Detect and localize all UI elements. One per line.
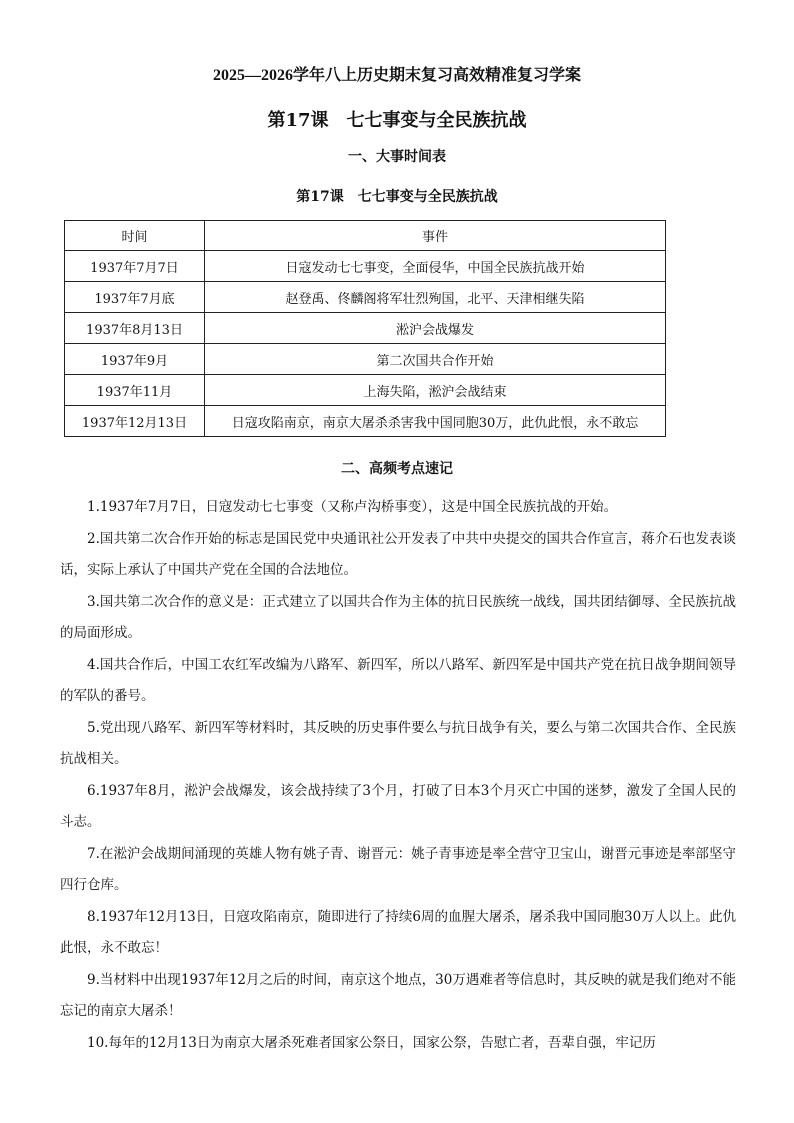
event-cell: 日寇发动七七事变，全面侵华，中国全民族抗战开始 xyxy=(205,251,666,282)
column-header-time: 时间 xyxy=(65,221,205,251)
time-cell: 1937年8月13日 xyxy=(65,313,205,344)
key-point-paragraph: 9.当材料中出现1937年12月之后的时间，南京这个地点，30万遇难者等信息时，其反映的就是我们绝对不能忘记的南京大屠杀！ xyxy=(60,971,736,1019)
key-point-paragraph: 7.在淞沪会战期间涌现的英雄人物有姚子青、谢晋元：姚子青事迹是率全营守卫宝山，谢晋元事迹是率部坚守四行仓库。 xyxy=(60,845,736,893)
table-row xyxy=(65,313,666,344)
table-header-row xyxy=(65,221,666,251)
key-point-paragraph: 2.国共第二次合作开始的标志是国民党中央通讯社公开发表了中共中央提交的国共合作宣言，蒋介石也发表谈话，实际上承认了中国共产党在全国的合法地位。 xyxy=(60,530,736,578)
column-header-event: 事件 xyxy=(205,221,666,251)
key-point-paragraph: 5.党出现八路军、新四军等材料时，其反映的历史事件要么与抗日战争有关，要么与第二次国共合作、全民族抗战相关。 xyxy=(60,719,736,767)
time-cell: 1937年9月 xyxy=(65,344,205,375)
time-cell: 1937年11月 xyxy=(65,375,205,406)
lesson-title: 第17课 七七事变与全民族抗战 xyxy=(267,110,527,131)
section-heading-key-points: 二、高频考点速记 xyxy=(341,461,453,477)
key-point-paragraph: 10.每年的12月13日为南京大屠杀死难者国家公祭日，国家公祭，告慰亡者，吾辈自强，牢记历 xyxy=(87,1034,656,1051)
timeline-table xyxy=(64,220,666,437)
time-cell: 1937年12月13日 xyxy=(65,406,205,437)
key-point-paragraph: 3.国共第二次合作的意义是：正式建立了以国共合作为主体的抗日民族统一战线，国共团结御辱、全民族抗战的局面形成。 xyxy=(60,593,736,641)
key-point-paragraph: 6.1937年8月，淞沪会战爆发，该会战持续了3个月，打破了日本3个月灭亡中国的迷梦，激发了全国人民的斗志。 xyxy=(60,782,736,830)
section-heading-timeline: 一、大事时间表 xyxy=(348,149,446,165)
time-cell: 1937年7月7日 xyxy=(65,251,205,282)
event-cell: 上海失陷，淞沪会战结束 xyxy=(205,375,666,406)
table-row xyxy=(65,251,666,282)
key-point-paragraph: 1.1937年7月7日，日寇发动七七事变（又称卢沟桥事变），这是中国全民族抗战的开始。 xyxy=(87,499,618,515)
table-row xyxy=(65,282,666,313)
document-title: 2025—2026学年八上历史期末复习高效精准复习学案 xyxy=(212,67,581,84)
key-points-list xyxy=(60,492,736,1059)
table-row xyxy=(65,406,666,437)
table-row xyxy=(65,375,666,406)
time-cell: 1937年7月底 xyxy=(65,282,205,313)
table-row xyxy=(65,344,666,375)
key-point-paragraph: 8.1937年12月13日，日寇攻陷南京，随即进行了持续6周的血腥大屠杀，屠杀我中国同胞30万人以上。此仇此恨，永不敢忘！ xyxy=(60,908,737,956)
event-cell: 赵登禹、佟麟阁将军壮烈殉国，北平、天津相继失陷 xyxy=(205,282,666,313)
event-cell: 淞沪会战爆发 xyxy=(205,313,666,344)
event-cell: 日寇攻陷南京，南京大屠杀杀害我中国同胞30万，此仇此恨，永不敢忘 xyxy=(205,406,666,437)
key-point-paragraph: 4.国共合作后，中国工农红军改编为八路军、新四军，所以八路军、新四军是中国共产党在抗日战争期间领导的军队的番号。 xyxy=(60,656,736,704)
table-caption: 第17课 七七事变与全民族抗战 xyxy=(296,189,498,205)
event-cell: 第二次国共合作开始 xyxy=(205,344,666,375)
